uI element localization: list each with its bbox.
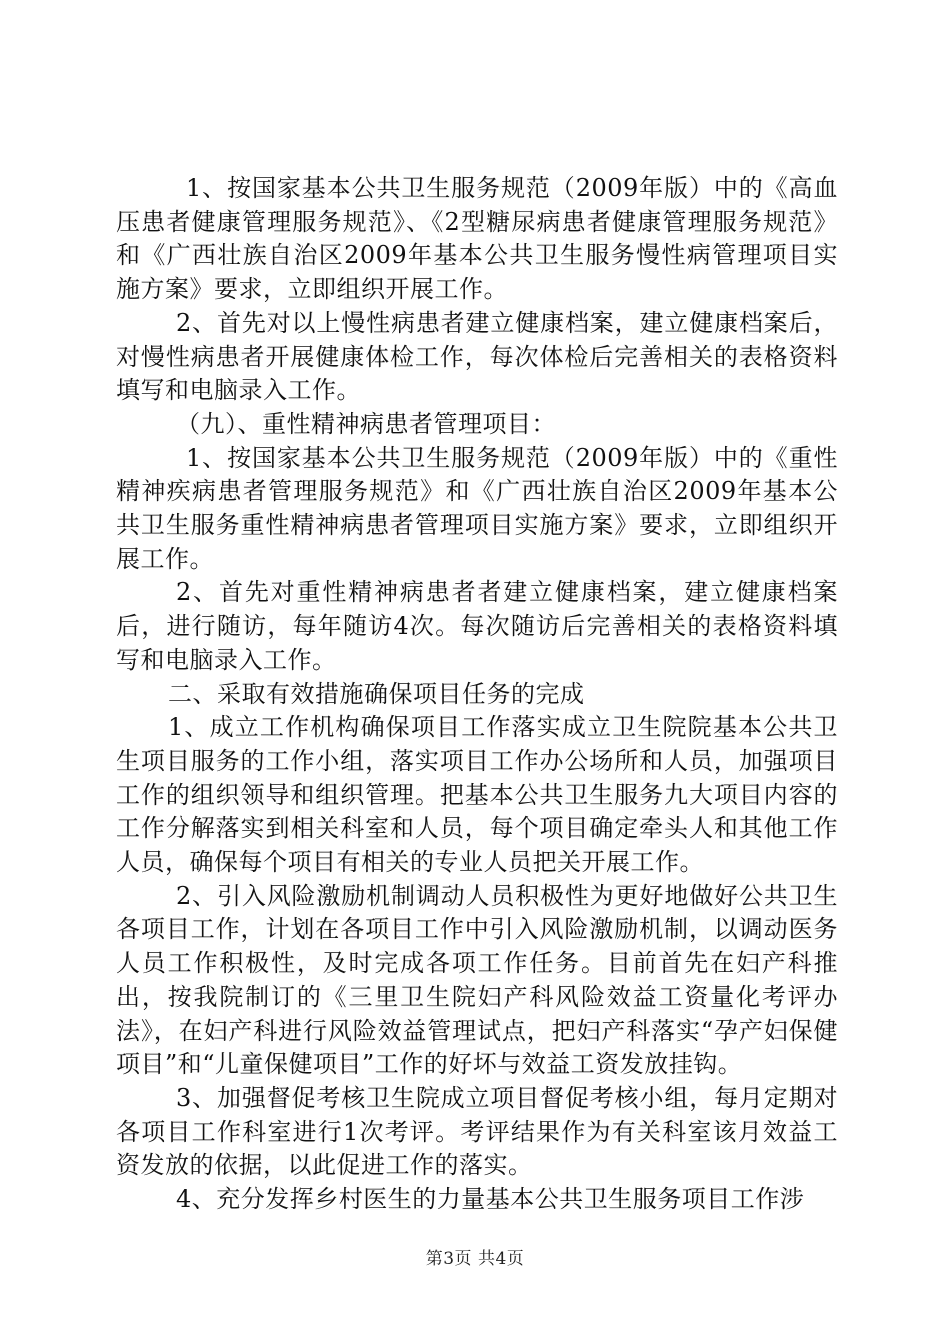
section-heading-mental-illness: （九）、重性精神病患者管理项目：	[176, 409, 556, 438]
paragraph-risk-incentive: 2、引入风险激励机制调动人员积极性为更好地做好公共卫生各项目工作，计划在各项目工作中引入风险激励机制，以调动医务人员工作积极性，及时完成各项工作任务。目前首先在妇产科推出，按我院制订的《三里卫生院妇产科风险效益工资量化考评办法》，在妇产科进行风险效益管理试点，把妇产科落实“孕产妇保健项目”和“儿童保健项目”工作的好坏与效益工资发放挂钩。	[116, 881, 838, 1079]
paragraph-mental-illness-standard: 1、按国家基本公共卫生服务规范（2009年版）中的《重性精神疾病患者管理服务规范》和《广西壮族自治区2009年基本公共卫生服务重性精神病患者管理项目实施方案》要求，立即组织开展工作。	[116, 443, 838, 573]
paragraph-chronic-disease-standard: 1、按国家基本公共卫生服务规范（2009年版）中的《高血压患者健康管理服务规范》、《2型糖尿病患者健康管理服务规范》和《广西壮族自治区2009年基本公共卫生服务慢性病管理项目实施方案》要求，立即组织开展工作。	[116, 174, 838, 304]
page-number-footer: 第3页 共4页	[425, 1249, 525, 1269]
paragraph-mental-illness-records: 2、首先对重性精神病患者者建立健康档案，建立健康档案后，进行随访，每年随访4次。每次随访后完善相关的表格资料填写和电脑录入工作。	[116, 578, 838, 674]
document-body	[116, 172, 838, 1217]
section-heading-measures: 二、采取有效措施确保项目任务的完成	[168, 679, 585, 708]
paragraph-chronic-disease-records: 2、首先对以上慢性病患者建立健康档案，建立健康档案后，对慢性病患者开展健康体检工作，每次体检后完善相关的表格资料填写和电脑录入工作。	[116, 308, 838, 405]
paragraph-supervision-assessment: 3、加强督促考核卫生院成立项目督促考核小组，每月定期对各项目工作科室进行1次考评。考评结果作为有关科室该月效益工资发放的依据，以此促进工作的落实。	[116, 1083, 838, 1180]
paragraph-work-organization: 1、成立工作机构确保项目工作落实成立卫生院院基本公共卫生项目服务的工作小组，落实项目工作办公场所和人员，加强项目工作的组织领导和组织管理。把基本公共卫生服务九大项目内容的工作分解落实到相关科室和人员，每个项目确定牵头人和其他工作人员，确保每个项目有相关的专业人员把关开展工作。	[116, 713, 838, 877]
paragraph-village-doctors: 4、充分发挥乡村医生的力量基本公共卫生服务项目工作涉	[176, 1185, 805, 1214]
